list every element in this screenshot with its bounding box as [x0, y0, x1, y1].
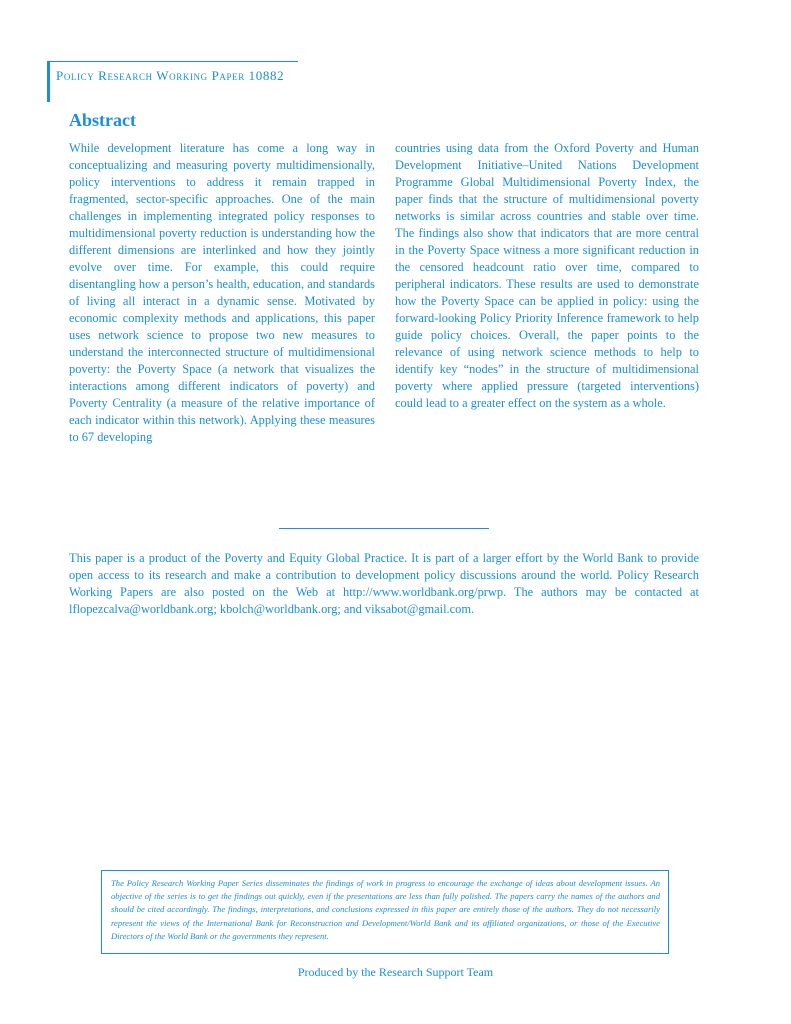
product-note: This paper is a product of the Poverty and Equity Global Practice. It is part of a larger effort by the World Bank to provide open access to its research and make a contribution to development policy discussions around the world. Policy Research Working Papers are also posted on the Web at http://www.worldbank.org/prwp. The authors may be contacted at lflopezcalva@worldbank.org; kbolch@worldbank.org; and viksabot@gmail.com. [69, 551, 699, 616]
produced-by-footer: Produced by the Research Support Team [297, 965, 494, 979]
series-top-rule [47, 61, 298, 62]
disclaimer-text: The Policy Research Working Paper Series disseminates the findings of work in progress to encourage the exchange of ideas about development issues. An objective of the series is to get the findings out quickly, even if the presentations are less than fully polished. The papers carry the names of the authors and should be cited accordingly. The findings, interpretations, and conclusions expressed in this paper are entirely those of the authors. They do not necessarily represent the views of the International Bank for Reconstruction and Development/World Bank and its affiliated organizations, or those of the Executive Directors of the World Bank or the governments they represent. [111, 878, 660, 941]
abstract-heading: Abstract [69, 110, 136, 130]
abstract-left-column: While development literature has come a long way in conceptualizing and measuring poverty multidimensionally, policy interventions to address it remain trapped in fragmented, sector-specific approaches. One of the main challenges in implementing integrated policy responses to multidimensional poverty reduction is understanding how the different dimensions are interlinked and how they jointly evolve over time. For example, this could require disentangling how a person’s health, education, and standards of living all interact in a dynamic sense. Motivated by economic complexity methods and applications, this paper uses network science to propose two new measures to understand the interconnected structure of multidimensional poverty: the Poverty Space (a network that visualizes the interactions among different indicators of poverty) and Poverty Centrality (a measure of the relative importance of each indicator within this network). Applying these measures to 67 developing [69, 141, 375, 444]
series-title: Policy Research Working Paper 10882 [56, 68, 285, 83]
series-accent-bar [47, 61, 50, 102]
disclaimer-box [101, 870, 669, 954]
section-divider [279, 528, 489, 529]
abstract-right-column: countries using data from the Oxford Poverty and Human Development Initiative–United Nations Development Programme Global Multidimensional Poverty Index, the paper finds that the structure of multidimensional poverty networks is similar across countries and stable over time. The findings also show that indicators that are more central in the Poverty Space witness a more significant reduction in the censored headcount ratio over time, compared to peripheral indicators. These results are used to demonstrate how the Poverty Space can be applied in policy: using the forward-looking Policy Priority Inference framework to help guide policy choices. Overall, the paper points to the relevance of using network science methods to help to identify key “nodes” in the structure of multidimensional poverty where applied pressure (targeted interventions) could lead to a greater effect on the system as a whole. [395, 141, 699, 410]
